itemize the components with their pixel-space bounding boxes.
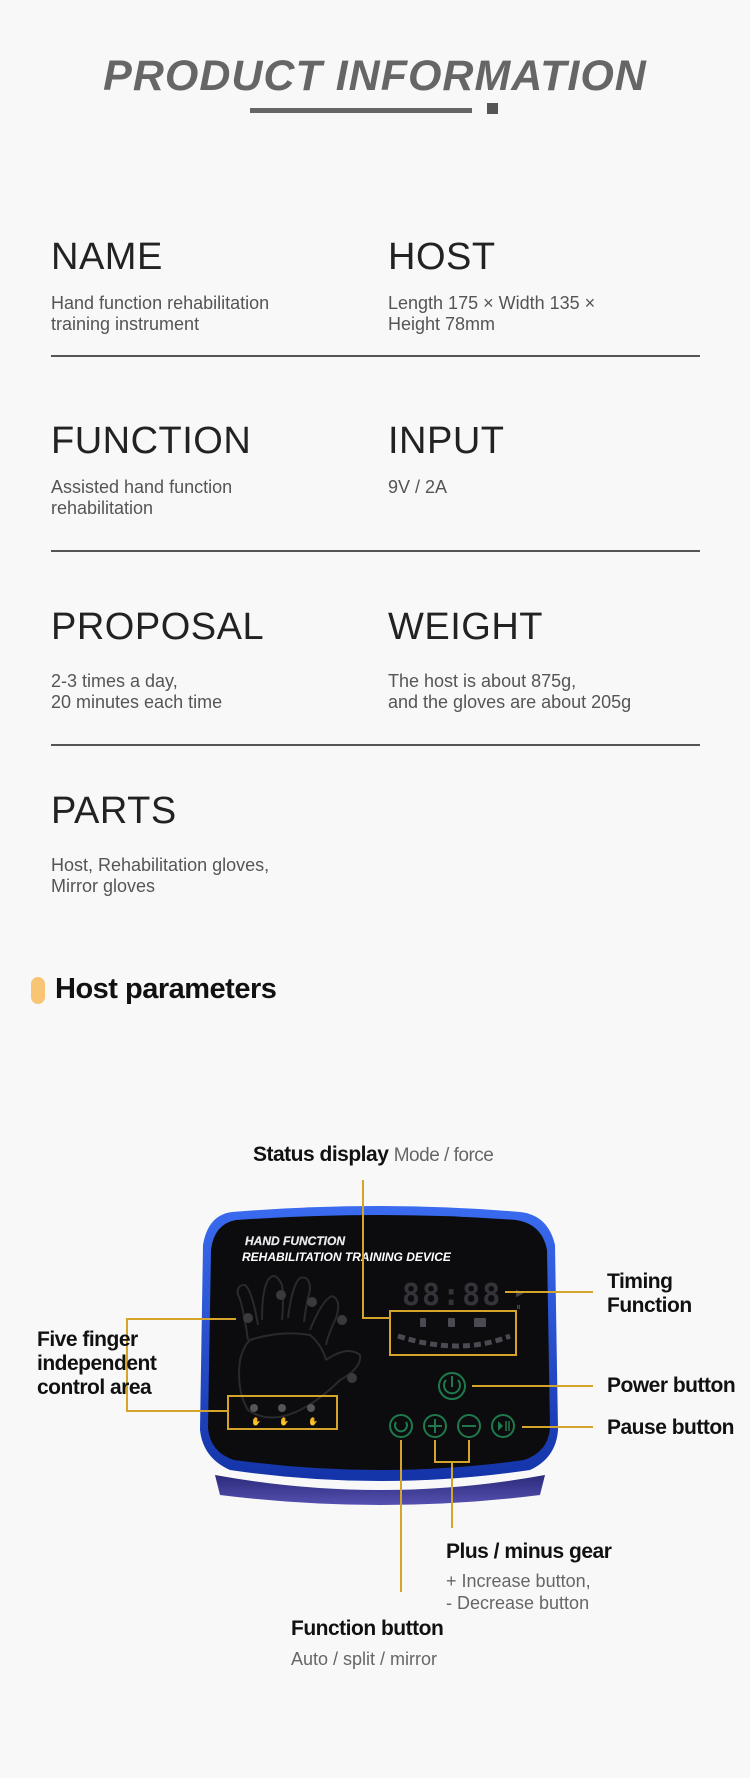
spec-label: PROPOSAL: [51, 606, 265, 648]
spec-value: Length 175 × Width 135 × Height 78mm: [388, 293, 596, 334]
timer-digits: 88:88: [402, 1278, 503, 1313]
spec-value: Assisted hand function rehabilitation: [51, 477, 233, 518]
svg-text:✋: ✋: [279, 1417, 289, 1426]
callout-function-sub: Auto / split / mirror: [291, 1649, 438, 1669]
callout-five-finger: Five finger independent control area: [37, 1328, 157, 1399]
callout-pause: Pause button: [607, 1416, 735, 1439]
svg-text:✋: ✋: [308, 1417, 318, 1426]
spec-label: PARTS: [51, 790, 177, 832]
device-label-line1: HAND FUNCTION: [245, 1234, 345, 1248]
callout-title: Status display: [253, 1143, 389, 1166]
spec-value: 2-3 times a day, 20 minutes each time: [51, 671, 223, 712]
callout-power: Power button: [607, 1374, 736, 1397]
callout-timing: Timing Function: [607, 1270, 692, 1317]
spec-label: HOST: [388, 236, 496, 278]
spec-label: FUNCTION: [51, 420, 252, 462]
page-title: PRODUCT INFORMATION: [103, 52, 647, 100]
spec-value: Host, Rehabilitation gloves, Mirror gloves: [51, 855, 270, 896]
spec-label: INPUT: [388, 420, 505, 462]
device-label-line2: REHABILITATION TRAINING DEVICE: [242, 1250, 451, 1264]
section-title: Host parameters: [55, 973, 277, 1005]
callout-status-display: [253, 1143, 493, 1168]
callout-sub: Mode / force: [393, 1145, 494, 1166]
svg-text:✋: ✋: [251, 1417, 261, 1426]
spec-label: NAME: [51, 236, 163, 278]
timer-pause-icon: ⏸: [516, 1302, 521, 1313]
callout-plus-minus-sub: + Increase button, - Decrease button: [446, 1571, 591, 1613]
callout-plus-minus: Plus / minus gear: [446, 1540, 612, 1563]
spec-label: WEIGHT: [388, 606, 543, 648]
timer-play-icon: ▶: [516, 1288, 524, 1299]
spec-value: The host is about 875g, and the gloves are about 205g: [388, 671, 632, 712]
callout-function: Function button: [291, 1617, 444, 1640]
spec-value: 9V / 2A: [388, 477, 448, 497]
spec-value: Hand function rehabilitation training instrument: [51, 293, 270, 334]
